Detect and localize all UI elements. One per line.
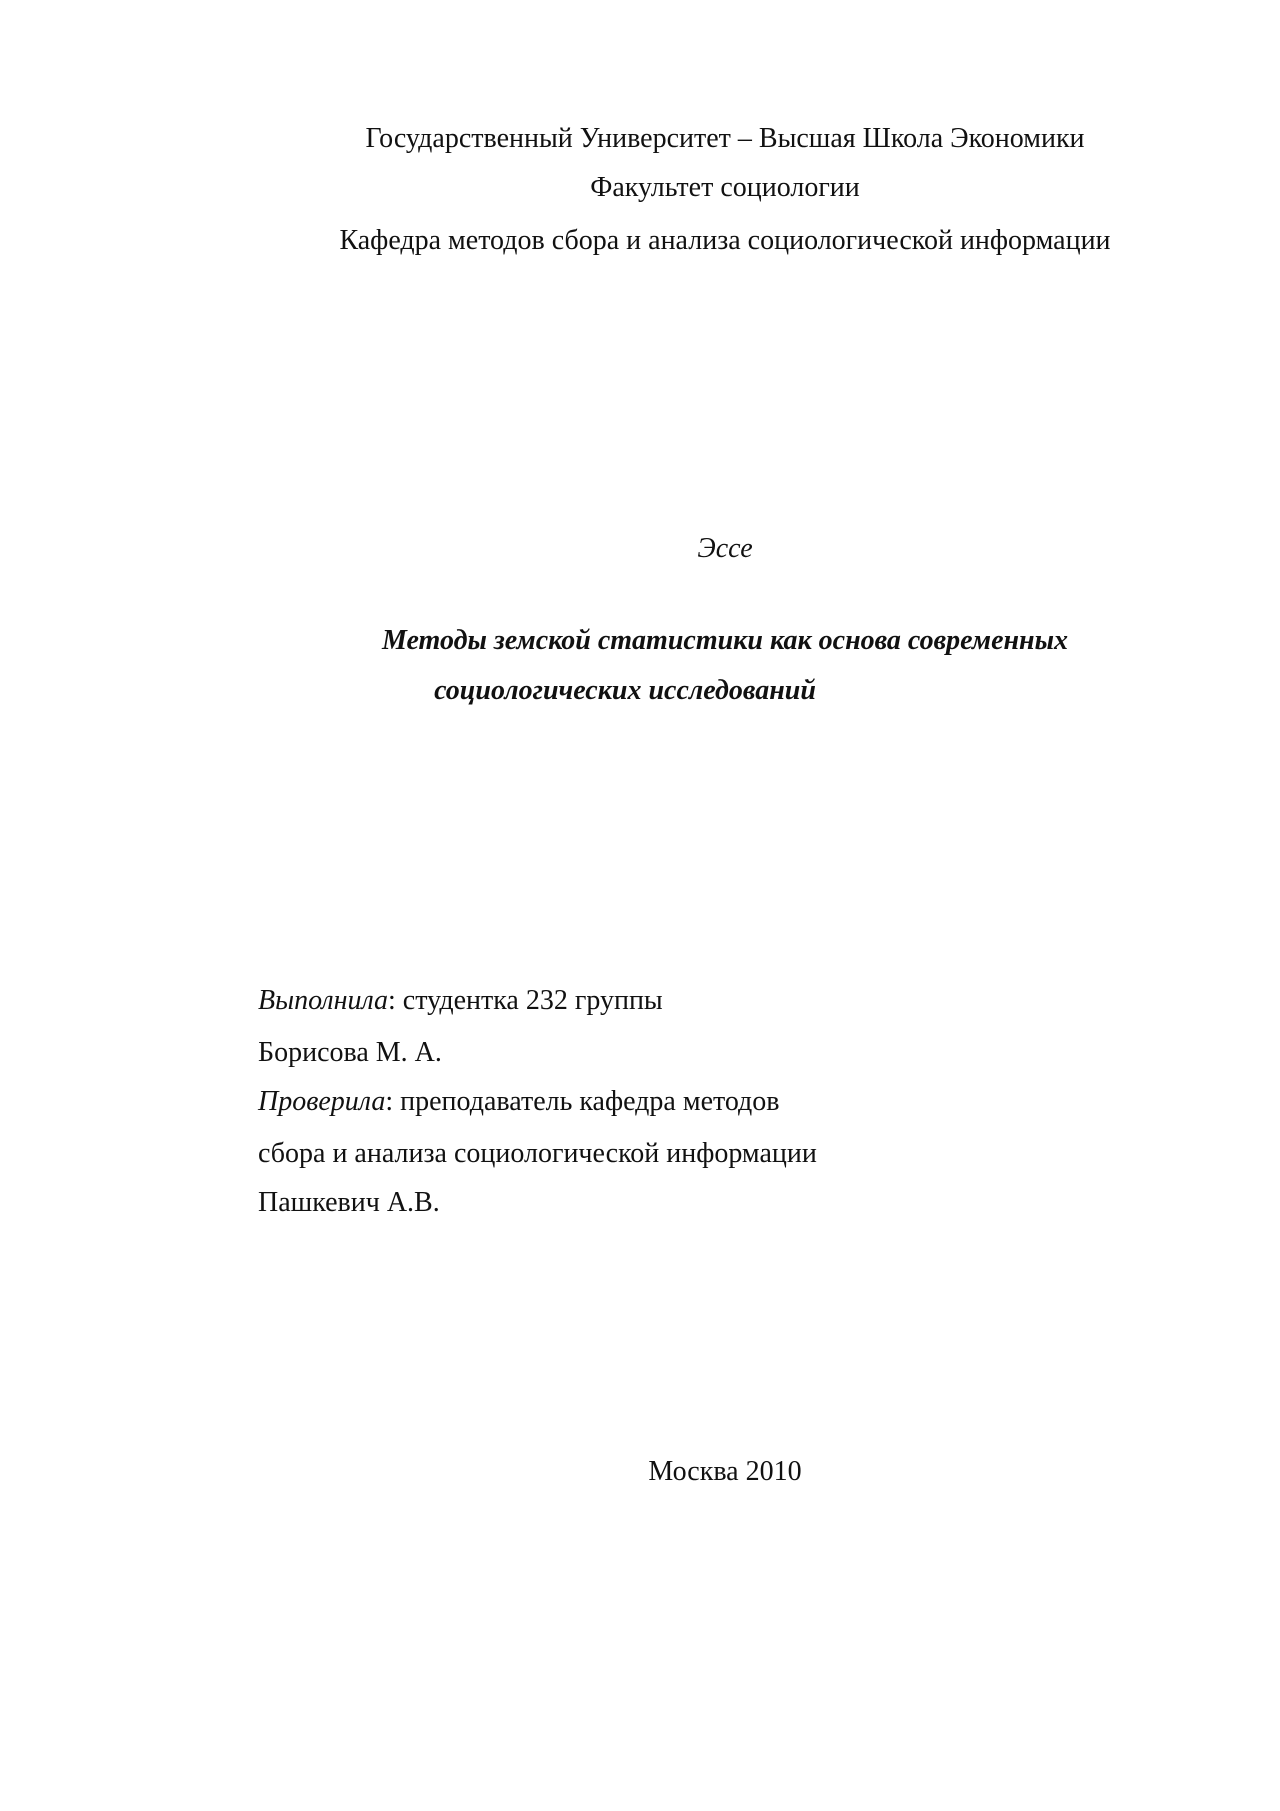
teacher-name: Пашкевич А.В. [258,1187,440,1218]
performed-text: : студентка 232 группы [388,985,663,1016]
university-name: Государственный Университет – Высшая Школа Экономики [365,123,1085,154]
checked-label: Проверила [258,1086,386,1117]
document-genre: Эссе [697,533,753,564]
checked-text: : преподаватель кафедра методов [385,1086,780,1117]
performed-by [258,984,663,1018]
document-title-line-1: Методы земской статистики как основа современных [381,625,1069,656]
student-name: Борисова М. А. [258,1037,442,1068]
checked-by [258,1085,780,1119]
city-year: Москва 2010 [648,1456,802,1487]
department-name: Кафедра методов сбора и анализа социологической информации [339,225,1111,256]
performed-label: Выполнила [258,985,389,1016]
faculty-name: Факультет социологии [590,172,860,203]
document-title-line-2: социологических исследований [434,675,816,706]
checked-by-line-2: сбора и анализа социологической информации [258,1138,817,1169]
